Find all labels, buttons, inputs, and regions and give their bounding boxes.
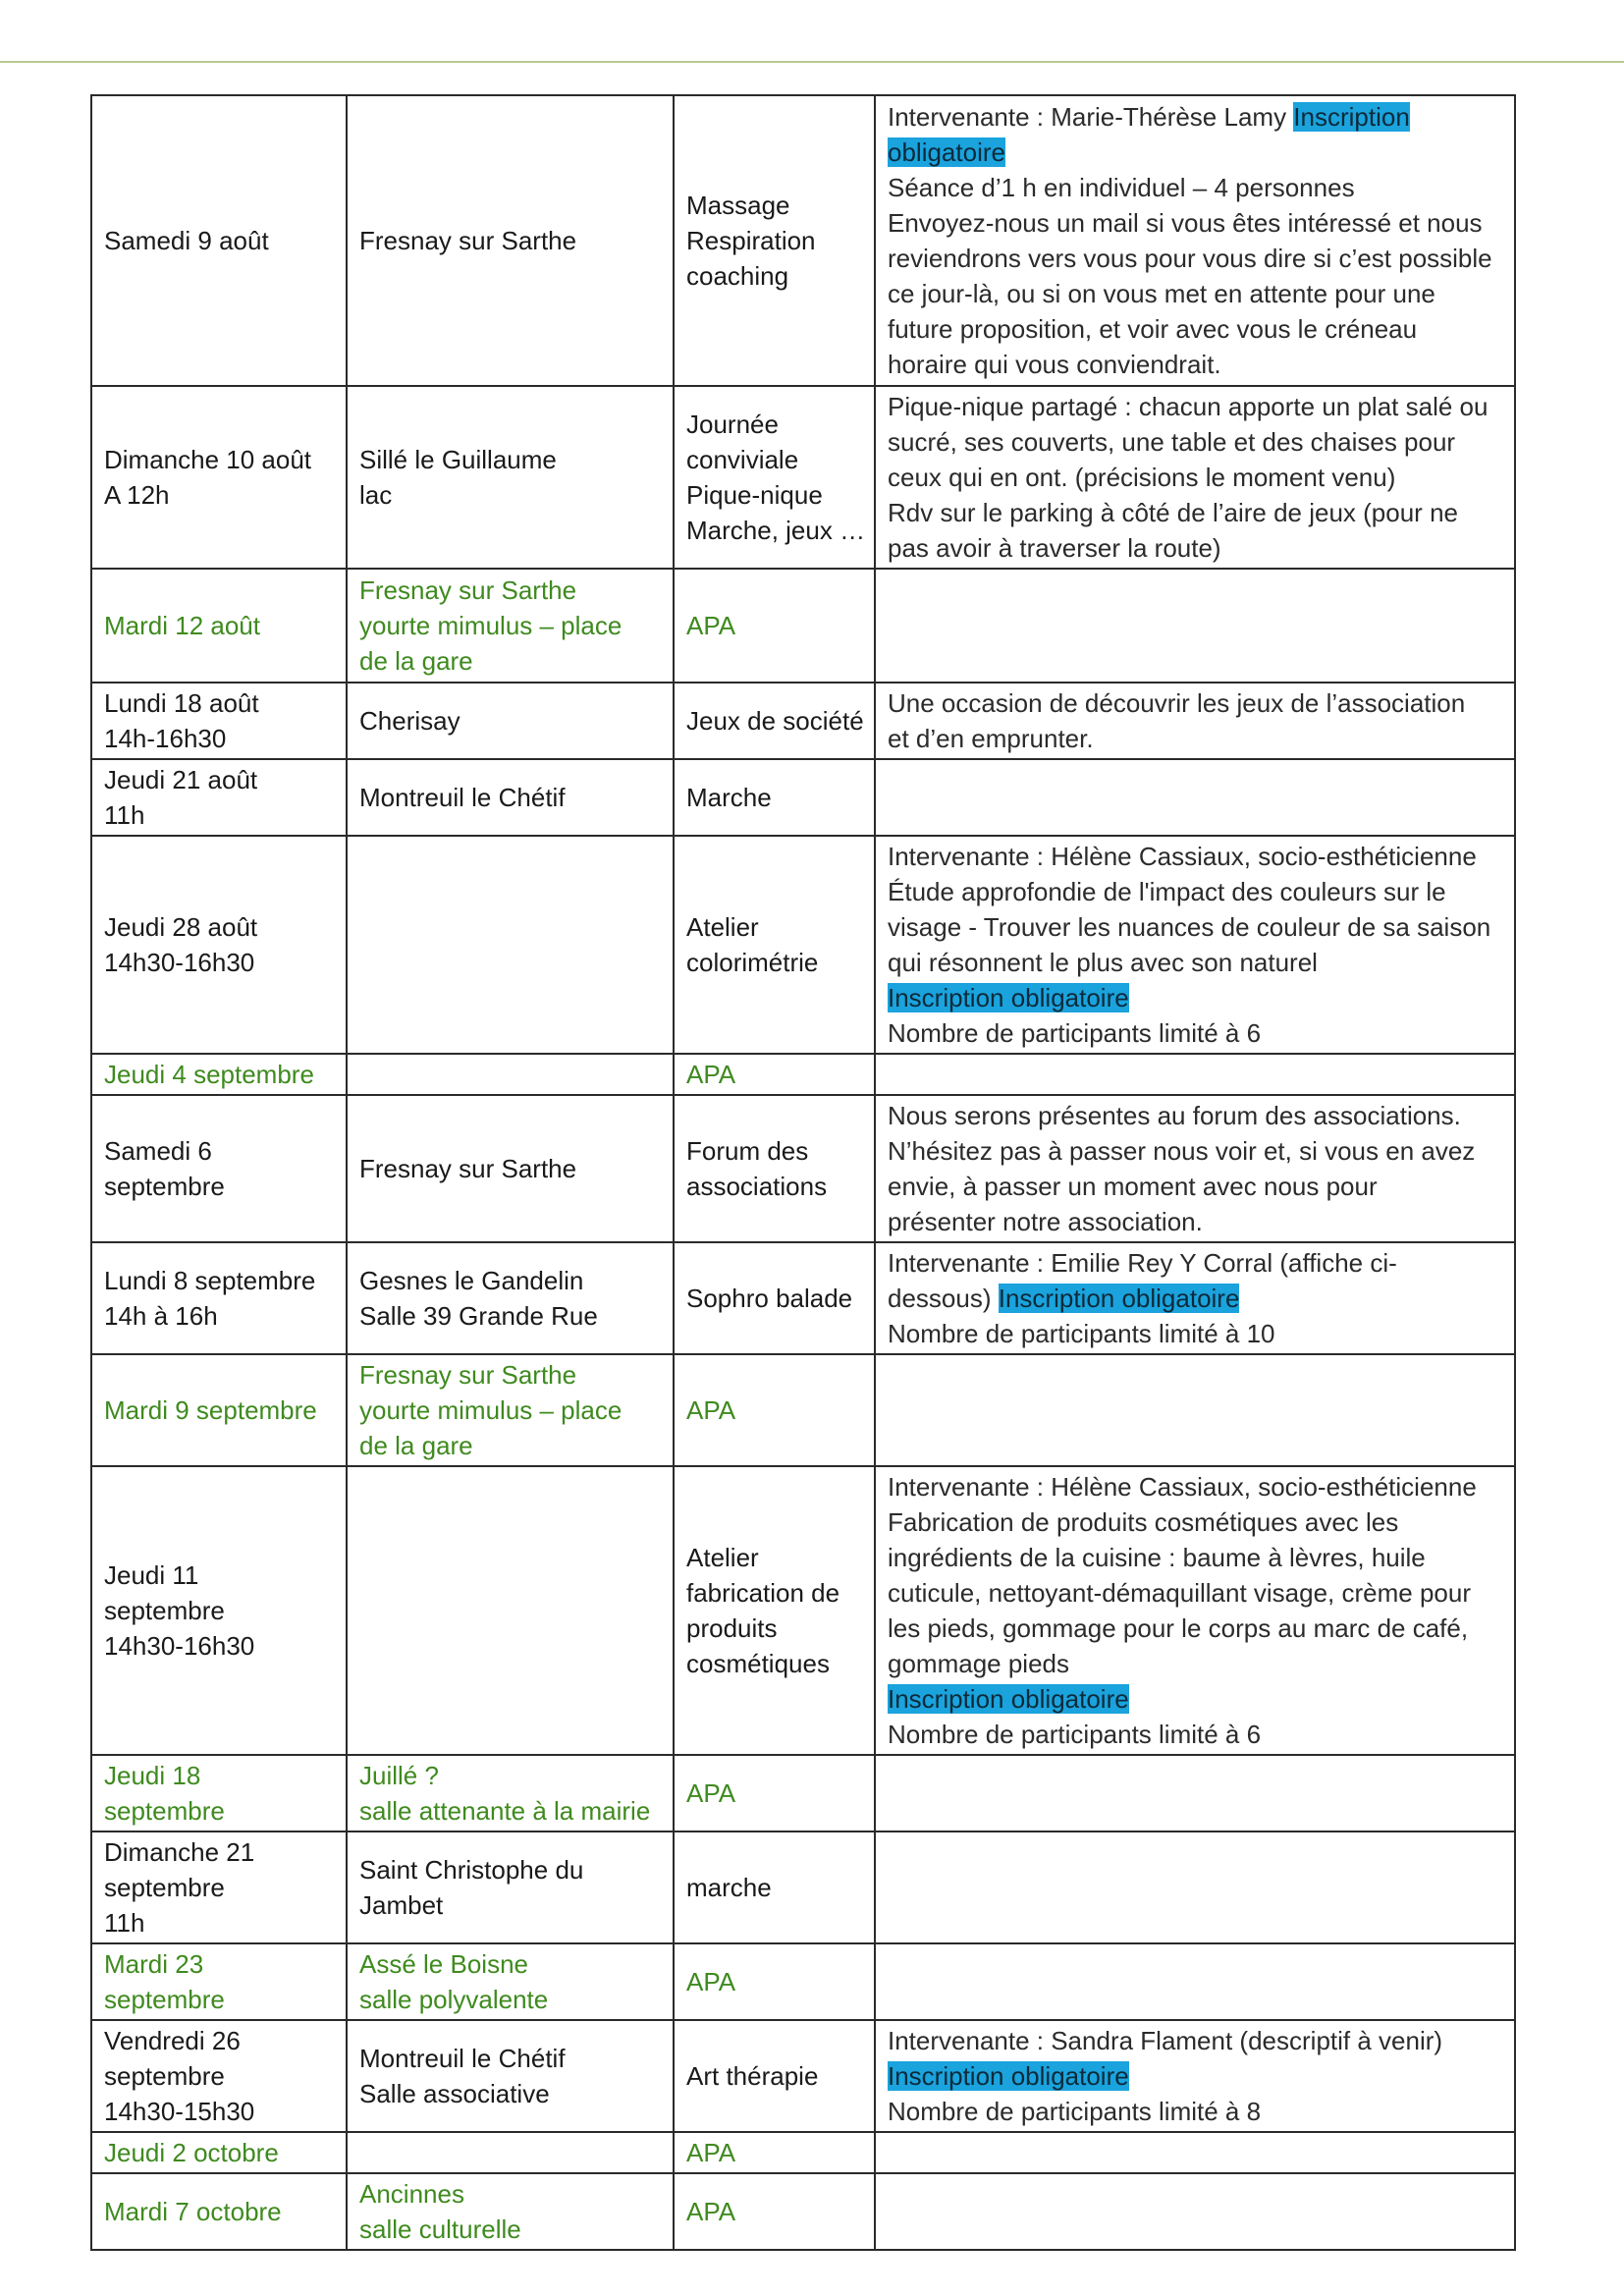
details-text: Nombre de participants limité à 6 [888, 1018, 1262, 1048]
details-line [888, 460, 1502, 495]
details-text: Nombre de participants limité à 6 [888, 1720, 1262, 1749]
date-cell-line: Lundi 8 septembre [104, 1266, 316, 1295]
place-cell [347, 95, 674, 386]
date-cell [91, 1095, 347, 1242]
details-text: ce jour-là, ou si on vous met en attente pour une [888, 279, 1435, 308]
details-line [888, 1245, 1502, 1281]
details-line [888, 1169, 1502, 1204]
inscription-highlight: obligatoire [888, 137, 1005, 167]
details-text: Intervenante : Emilie Rey Y Corral (affiche ci- [888, 1248, 1397, 1278]
details-text: Nous serons présentes au forum des associations. [888, 1101, 1461, 1130]
activity-cell [674, 1095, 875, 1242]
place-cell [347, 1054, 674, 1095]
activity-cell-line: Marche [686, 783, 772, 812]
place-cell-line: Montreuil le Chétif [359, 783, 566, 812]
place-cell-line: Fresnay sur Sarthe [359, 1360, 577, 1390]
date-cell-line: Jeudi 28 août [104, 912, 258, 942]
details-line [888, 685, 1502, 721]
details-text: Séance d’1 h en individuel – 4 personnes [888, 173, 1355, 202]
details-line [888, 99, 1502, 135]
details-text: Une occasion de découvrir les jeux de l’association [888, 688, 1466, 718]
details-cell [875, 1943, 1515, 2020]
date-cell [91, 683, 347, 759]
details-text: reviendrons vers vous pour vous dire si c’est possible [888, 244, 1492, 273]
details-cell [875, 1095, 1515, 1242]
activity-cell-line: Pique-nique [686, 480, 823, 510]
date-cell-line: Jeudi 2 octobre [104, 2138, 279, 2167]
activity-cell [674, 569, 875, 683]
inscription-highlight: Inscription obligatoire [888, 983, 1129, 1012]
date-cell [91, 1242, 347, 1354]
details-text: Intervenante : Hélène Cassiaux, socio-esthéticienne [888, 842, 1477, 871]
schedule-row [91, 1466, 1515, 1755]
schedule-row [91, 1095, 1515, 1242]
activity-cell-line: colorimétrie [686, 948, 819, 977]
details-cell [875, 1242, 1515, 1354]
details-cell [875, 2132, 1515, 2173]
place-cell [347, 683, 674, 759]
date-cell [91, 1943, 347, 2020]
details-text: Intervenante : Hélène Cassiaux, socio-esthéticienne [888, 1472, 1477, 1502]
details-cell [875, 1831, 1515, 1943]
activity-cell-line: APA [686, 611, 736, 640]
date-cell-line: septembre [104, 1796, 225, 1826]
details-line [888, 205, 1502, 241]
schedule-row-apa [91, 1354, 1515, 1466]
date-cell-line: 11h [104, 1908, 145, 1938]
activity-cell [674, 1831, 875, 1943]
details-cell [875, 1054, 1515, 1095]
activity-cell-line: APA [686, 1967, 736, 1996]
activity-cell [674, 836, 875, 1054]
details-cell [875, 2020, 1515, 2132]
place-cell-line: Ancinnes [359, 2179, 464, 2209]
date-cell-line: Dimanche 21 [104, 1837, 255, 1867]
date-cell-line: Jeudi 11 [104, 1560, 199, 1590]
schedule-row [91, 95, 1515, 386]
details-cell [875, 759, 1515, 836]
activity-cell-line: Atelier [686, 912, 759, 942]
place-cell [347, 1466, 674, 1755]
schedule-table [90, 94, 1516, 2251]
place-cell-line: Sillé le Guillaume [359, 445, 557, 474]
details-text: et d’en emprunter. [888, 724, 1094, 753]
date-cell [91, 95, 347, 386]
place-cell-line: yourte mimulus – place [359, 1395, 623, 1425]
date-cell-line: septembre [104, 1172, 225, 1201]
schedule-row-apa [91, 2132, 1515, 2173]
place-cell [347, 2020, 674, 2132]
activity-cell-line: APA [686, 1778, 736, 1808]
details-line [888, 980, 1502, 1015]
activity-cell-line: Respiration [686, 226, 816, 255]
date-cell-line: Dimanche 10 août [104, 445, 312, 474]
place-cell-line: Salle 39 Grande Rue [359, 1301, 598, 1331]
date-cell [91, 1466, 347, 1755]
place-cell-line: Gesnes le Gandelin [359, 1266, 584, 1295]
details-line [888, 1575, 1502, 1611]
details-line [888, 1540, 1502, 1575]
inscription-highlight: Inscription [1293, 102, 1410, 132]
place-cell-line: Fresnay sur Sarthe [359, 575, 577, 605]
activity-cell [674, 683, 875, 759]
date-cell-line: 14h30-16h30 [104, 948, 255, 977]
details-cell [875, 1466, 1515, 1755]
schedule-row [91, 759, 1515, 836]
activity-cell-line: conviviale [686, 445, 799, 474]
details-line [888, 530, 1502, 566]
details-line [888, 874, 1502, 909]
date-cell-line: 14h30-16h30 [104, 1631, 255, 1661]
date-cell [91, 1755, 347, 1831]
activity-cell [674, 2173, 875, 2250]
place-cell [347, 1943, 674, 2020]
schedule-row-apa [91, 569, 1515, 683]
activity-cell-line: fabrication de [686, 1578, 840, 1608]
date-cell [91, 1354, 347, 1466]
details-line [888, 721, 1502, 756]
place-cell-line: Jambet [359, 1890, 444, 1920]
schedule-row [91, 2020, 1515, 2132]
place-cell [347, 836, 674, 1054]
place-cell-line: salle attenante à la mairie [359, 1796, 651, 1826]
activity-cell-line: coaching [686, 261, 789, 291]
schedule-row-apa [91, 1755, 1515, 1831]
place-cell [347, 386, 674, 569]
details-line [888, 170, 1502, 205]
activity-cell-line: marche [686, 1873, 772, 1902]
place-cell-line: yourte mimulus – place [359, 611, 623, 640]
details-text: envie, à passer un moment avec nous pour [888, 1172, 1378, 1201]
date-cell-line: Samedi 6 [104, 1136, 212, 1166]
place-cell [347, 1755, 674, 1831]
details-line [888, 2058, 1502, 2094]
date-cell [91, 759, 347, 836]
date-cell-line: 14h30-15h30 [104, 2097, 255, 2126]
place-cell [347, 759, 674, 836]
details-cell [875, 1755, 1515, 1831]
details-text: ingrédients de la cuisine : baume à lèvres, huile [888, 1543, 1426, 1572]
details-text: Intervenante : Marie-Thérèse Lamy [888, 102, 1294, 132]
date-cell-line: Vendredi 26 [104, 2026, 241, 2055]
details-line [888, 839, 1502, 874]
date-cell-line: septembre [104, 2061, 225, 2091]
details-cell [875, 2173, 1515, 2250]
date-cell-line: Lundi 18 août [104, 688, 259, 718]
place-cell-line: Saint Christophe du [359, 1855, 584, 1885]
activity-cell-line: APA [686, 1060, 736, 1089]
date-cell-line: 14h à 16h [104, 1301, 218, 1331]
activity-cell-line: APA [686, 2197, 736, 2226]
activity-cell-line: Marche, jeux … [686, 516, 866, 545]
details-line [888, 276, 1502, 311]
activity-cell [674, 1466, 875, 1755]
details-line [888, 1133, 1502, 1169]
details-text: Fabrication de produits cosmétiques avec les [888, 1507, 1399, 1537]
activity-cell-line: Atelier [686, 1543, 759, 1572]
activity-cell [674, 759, 875, 836]
date-cell-line: 14h-16h30 [104, 724, 227, 753]
activity-cell-line: Jeux de société [686, 706, 864, 736]
activity-cell [674, 1943, 875, 2020]
date-cell-line: Jeudi 21 août [104, 765, 258, 794]
details-line [888, 2094, 1502, 2129]
date-cell [91, 2173, 347, 2250]
details-text: qui résonnent le plus avec son naturel [888, 948, 1318, 977]
schedule-row-apa [91, 1943, 1515, 2020]
date-cell-line: Mardi 9 septembre [104, 1395, 317, 1425]
activity-cell [674, 2020, 875, 2132]
details-line [888, 495, 1502, 530]
details-line [888, 1204, 1502, 1239]
date-cell-line: 11h [104, 800, 145, 830]
top-rule [0, 61, 1624, 63]
activity-cell-line: APA [686, 1395, 736, 1425]
details-line [888, 1316, 1502, 1351]
details-text: les pieds, gommage pour le corps au marc de café, [888, 1613, 1469, 1643]
activity-cell [674, 95, 875, 386]
details-text: visage - Trouver les nuances de couleur de sa saison [888, 912, 1491, 942]
date-cell-line: Jeudi 4 septembre [104, 1060, 314, 1089]
date-cell-line: A 12h [104, 480, 170, 510]
schedule-row-apa [91, 1054, 1515, 1095]
details-cell [875, 836, 1515, 1054]
details-line [888, 389, 1502, 424]
place-cell-line: de la gare [359, 646, 473, 676]
details-text: pas avoir à traverser la route) [888, 533, 1221, 563]
activity-cell [674, 1755, 875, 1831]
place-cell [347, 1242, 674, 1354]
date-cell [91, 1831, 347, 1943]
details-line [888, 909, 1502, 945]
activity-cell-line: Forum des [686, 1136, 809, 1166]
inscription-highlight: Inscription obligatoire [998, 1284, 1240, 1313]
place-cell [347, 2173, 674, 2250]
schedule-row-apa [91, 2173, 1515, 2250]
place-cell-line: salle culturelle [359, 2214, 521, 2244]
inscription-highlight: Inscription obligatoire [888, 1684, 1129, 1714]
place-cell-line: Salle associative [359, 2079, 550, 2108]
place-cell-line: Fresnay sur Sarthe [359, 226, 577, 255]
activity-cell-line: associations [686, 1172, 828, 1201]
details-line [888, 1646, 1502, 1681]
date-cell [91, 569, 347, 683]
details-line [888, 1098, 1502, 1133]
schedule-row [91, 683, 1515, 759]
schedule-row [91, 836, 1515, 1054]
details-text: Étude approfondie de l'impact des couleurs sur le [888, 877, 1446, 906]
activity-cell-line: APA [686, 2138, 736, 2167]
details-line [888, 1717, 1502, 1752]
place-cell [347, 2132, 674, 2173]
activity-cell-line: Art thérapie [686, 2061, 819, 2091]
place-cell [347, 1095, 674, 1242]
date-cell-line: Jeudi 18 [104, 1761, 201, 1790]
activity-cell [674, 386, 875, 569]
date-cell-line: Samedi 9 août [104, 226, 269, 255]
place-cell [347, 569, 674, 683]
place-cell-line: lac [359, 480, 393, 510]
place-cell-line: Cherisay [359, 706, 460, 736]
place-cell-line: Assé le Boisne [359, 1949, 528, 1979]
place-cell [347, 1354, 674, 1466]
date-cell [91, 1054, 347, 1095]
details-text: future proposition, et voir avec vous le créneau [888, 314, 1418, 344]
date-cell [91, 2132, 347, 2173]
date-cell [91, 2020, 347, 2132]
details-text: dessous) [888, 1284, 999, 1313]
place-cell-line: salle polyvalente [359, 1985, 549, 2014]
schedule-row [91, 1242, 1515, 1354]
date-cell-line: septembre [104, 1985, 225, 2014]
details-line [888, 1611, 1502, 1646]
details-text: Envoyez-nous un mail si vous êtes intéressé et nous [888, 208, 1483, 238]
schedule-row [91, 1831, 1515, 1943]
details-text: ceux qui en ont. (précisions le moment venu) [888, 463, 1396, 492]
details-text: Pique-nique partagé : chacun apporte un plat salé ou [888, 392, 1489, 421]
schedule-row [91, 386, 1515, 569]
details-line [888, 135, 1502, 170]
details-text: Intervenante : Sandra Flament (descriptif à venir) [888, 2026, 1443, 2055]
date-cell-line: Mardi 23 [104, 1949, 204, 1979]
details-line [888, 424, 1502, 460]
details-text: gommage pieds [888, 1649, 1069, 1678]
date-cell [91, 836, 347, 1054]
details-line [888, 1469, 1502, 1504]
date-cell-line: Mardi 12 août [104, 611, 260, 640]
details-line [888, 311, 1502, 347]
details-cell [875, 95, 1515, 386]
details-line [888, 2023, 1502, 2058]
details-cell [875, 569, 1515, 683]
details-line [888, 1015, 1502, 1051]
details-text: Rdv sur le parking à côté de l’aire de jeux (pour ne [888, 498, 1458, 527]
activity-cell [674, 1054, 875, 1095]
activity-cell [674, 1242, 875, 1354]
place-cell-line: Fresnay sur Sarthe [359, 1154, 577, 1183]
details-cell [875, 386, 1515, 569]
details-text: sucré, ses couverts, une table et des chaises pour [888, 427, 1456, 457]
details-line [888, 1281, 1502, 1316]
activity-cell-line: cosmétiques [686, 1649, 830, 1678]
activity-cell [674, 1354, 875, 1466]
details-text: Nombre de participants limité à 8 [888, 2097, 1262, 2126]
activity-cell-line: Massage [686, 191, 790, 220]
activity-cell [674, 2132, 875, 2173]
details-line [888, 1504, 1502, 1540]
details-text: N’hésitez pas à passer nous voir et, si vous en avez [888, 1136, 1476, 1166]
details-line [888, 1681, 1502, 1717]
activity-cell-line: Sophro balade [686, 1284, 853, 1313]
details-text: cuticule, nettoyant-démaquillant visage, crème pour [888, 1578, 1471, 1608]
inscription-highlight: Inscription obligatoire [888, 2061, 1129, 2091]
place-cell-line: Juillé ? [359, 1761, 439, 1790]
place-cell-line: Montreuil le Chétif [359, 2044, 566, 2073]
details-line [888, 347, 1502, 382]
date-cell-line: septembre [104, 1873, 225, 1902]
details-cell [875, 1354, 1515, 1466]
place-cell [347, 1831, 674, 1943]
details-line [888, 945, 1502, 980]
details-text: horaire qui vous conviendrait. [888, 350, 1221, 379]
activity-cell-line: Journée [686, 410, 779, 439]
details-cell [875, 683, 1515, 759]
date-cell-line: Mardi 7 octobre [104, 2197, 282, 2226]
details-text: Nombre de participants limité à 10 [888, 1319, 1275, 1348]
details-line [888, 241, 1502, 276]
activity-cell-line: produits [686, 1613, 778, 1643]
details-text: présenter notre association. [888, 1207, 1203, 1236]
place-cell-line: de la gare [359, 1431, 473, 1460]
date-cell-line: septembre [104, 1596, 225, 1625]
date-cell [91, 386, 347, 569]
